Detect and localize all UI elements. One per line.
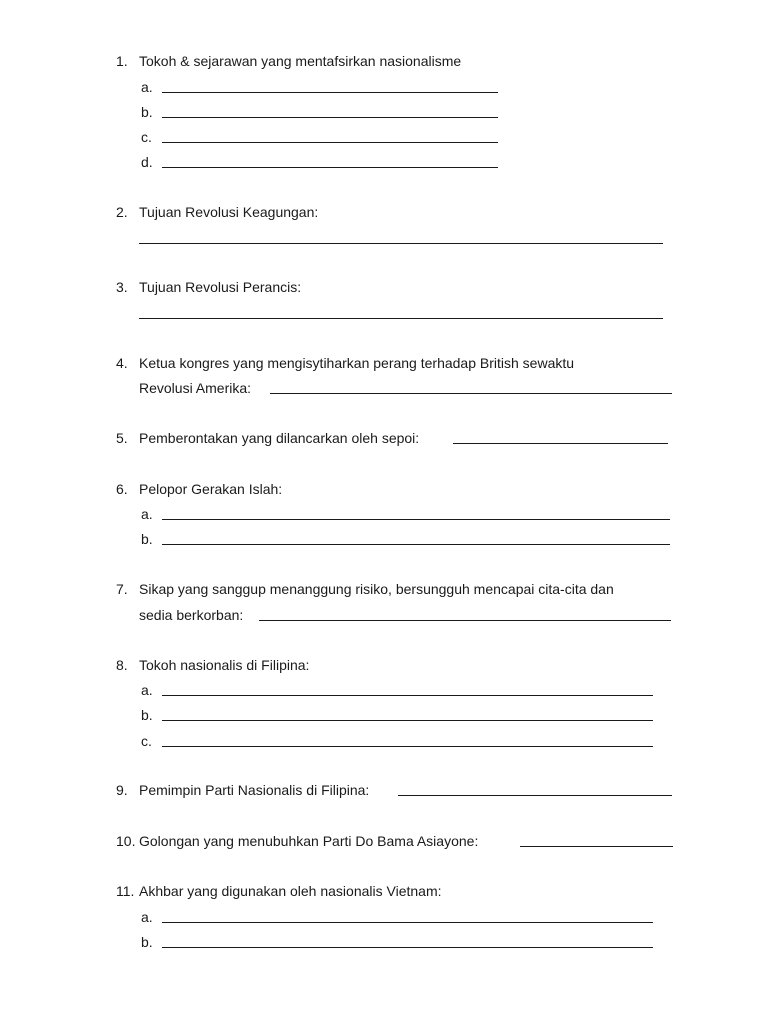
question-number: 6. — [116, 481, 128, 497]
option-label: a. — [141, 79, 153, 95]
option-label: c. — [141, 733, 152, 749]
option-label: b. — [141, 934, 153, 950]
answer-blank[interactable] — [162, 142, 498, 143]
answer-blank[interactable] — [520, 846, 673, 847]
question-text: Tokoh nasionalis di Filipina: — [139, 657, 310, 673]
answer-blank[interactable] — [162, 92, 498, 93]
answer-blank[interactable] — [453, 443, 668, 444]
question-text-continued: sedia berkorban: — [139, 607, 244, 623]
question-text: Tokoh & sejarawan yang mentafsirkan nasionalisme — [139, 53, 462, 69]
option-label: b. — [141, 104, 153, 120]
option-label: a. — [141, 506, 153, 522]
option-label: a. — [141, 909, 153, 925]
answer-blank[interactable] — [139, 318, 663, 319]
option-label: d. — [141, 154, 153, 170]
question-text: Ketua kongres yang mengisytiharkan perang terhadap British sewaktu — [139, 355, 575, 371]
answer-blank[interactable] — [270, 393, 672, 394]
question-number: 4. — [116, 355, 128, 371]
question-number: 9. — [116, 782, 128, 798]
question-text: Tujuan Revolusi Perancis: — [139, 279, 302, 295]
question-number: 10. — [116, 833, 136, 849]
answer-blank[interactable] — [162, 519, 670, 520]
option-label: b. — [141, 531, 153, 547]
option-label: a. — [141, 682, 153, 698]
answer-blank[interactable] — [398, 795, 672, 796]
question-text: Pemimpin Parti Nasionalis di Filipina: — [139, 782, 370, 798]
answer-blank[interactable] — [162, 947, 653, 948]
answer-blank[interactable] — [162, 117, 498, 118]
answer-blank[interactable] — [139, 243, 663, 244]
question-text: Pemberontakan yang dilancarkan oleh sepoi: — [139, 430, 420, 446]
question-text: Sikap yang sanggup menanggung risiko, bersungguh mencapai cita-cita dan — [139, 581, 614, 597]
option-label: b. — [141, 707, 153, 723]
answer-blank[interactable] — [162, 167, 498, 168]
question-number: 8. — [116, 657, 128, 673]
question-number: 3. — [116, 279, 128, 295]
question-text-continued: Revolusi Amerika: — [139, 380, 252, 396]
question-number: 7. — [116, 581, 128, 597]
answer-blank[interactable] — [162, 922, 653, 923]
question-number: 2. — [116, 204, 128, 220]
question-text: Pelopor Gerakan Islah: — [139, 481, 283, 497]
answer-blank[interactable] — [162, 544, 670, 545]
answer-blank[interactable] — [162, 720, 653, 721]
answer-blank[interactable] — [162, 746, 653, 747]
question-text: Akhbar yang digunakan oleh nasionalis Vietnam: — [139, 883, 442, 899]
question-number: 5. — [116, 430, 128, 446]
question-text: Golongan yang menubuhkan Parti Do Bama Asiayone: — [139, 833, 479, 849]
question-text: Tujuan Revolusi Keagungan: — [139, 204, 319, 220]
answer-blank[interactable] — [259, 620, 671, 621]
question-number: 1. — [116, 53, 128, 69]
option-label: c. — [141, 129, 152, 145]
question-number: 11. — [116, 883, 135, 899]
answer-blank[interactable] — [162, 695, 653, 696]
